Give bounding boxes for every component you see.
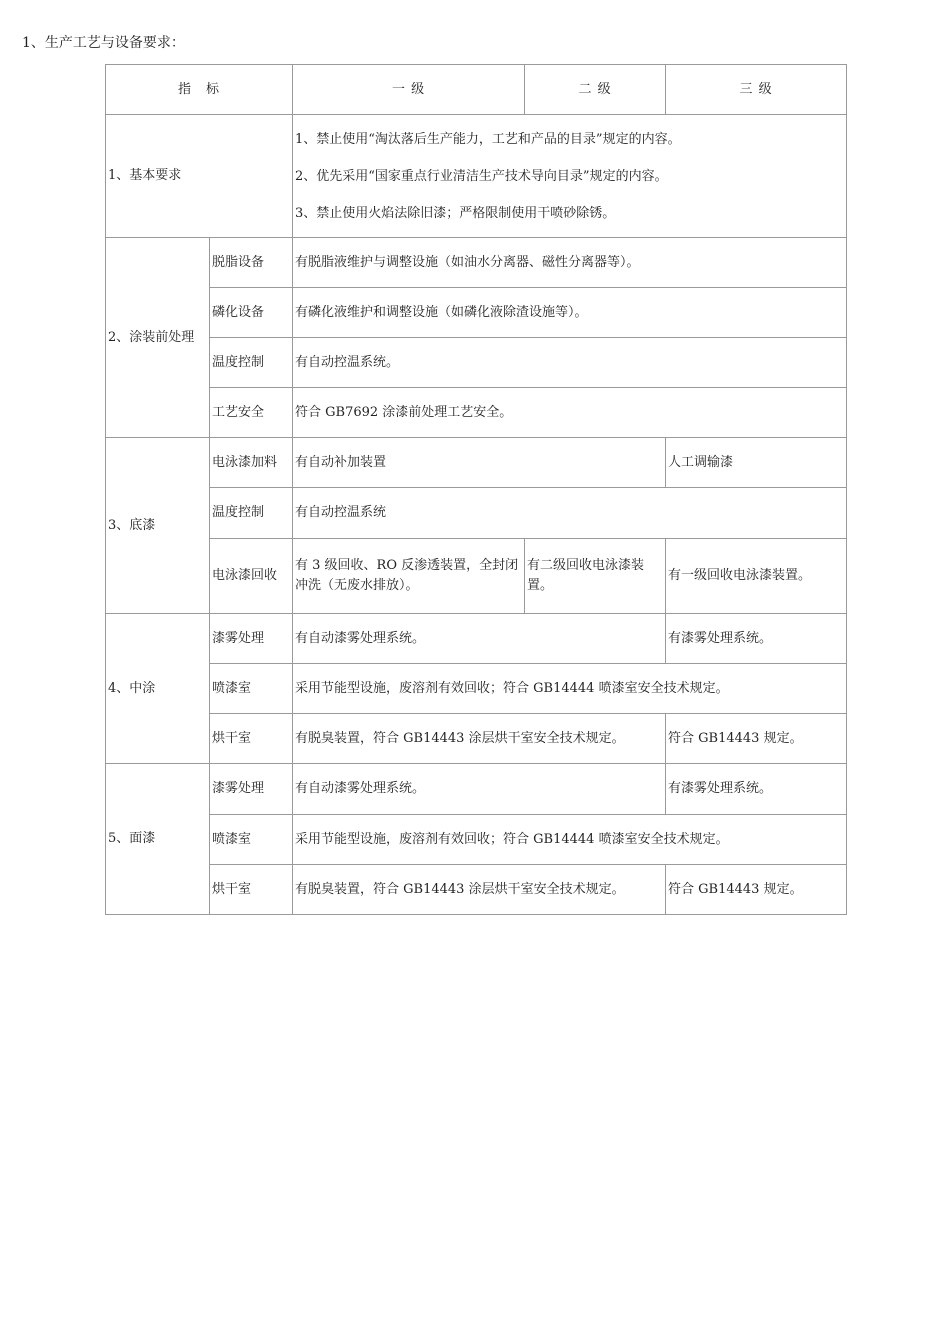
header-indicator: 指 标 — [106, 65, 293, 115]
primer-row — [106, 438, 847, 488]
item-value: 有自动控温系统。 — [293, 338, 847, 388]
item-value-level-3: 符合 GB14443 规定。 — [666, 865, 847, 915]
requirement-line: 1、禁止使用“淘汰落后生产能力，工艺和产品的目录”规定的内容。 — [295, 131, 681, 147]
pretreat-row — [106, 238, 847, 288]
basic-requirements-content — [293, 115, 847, 238]
midcoat-row — [106, 664, 847, 714]
item-value-level-3: 有漆雾处理系统。 — [666, 764, 847, 815]
item-value: 有磷化液维护和调整设施（如磷化液除渣设施等）。 — [293, 288, 847, 338]
primer-row — [106, 539, 847, 614]
item-label: 漆雾处理 — [210, 764, 293, 815]
item-value-level-1-2: 有自动漆雾处理系统。 — [293, 764, 666, 815]
item-value: 有脱脂液维护与调整设施（如油水分离器、磁性分离器等）。 — [293, 238, 847, 288]
section-title: 1、生产工艺与设备要求： — [22, 35, 185, 51]
pretreat-row — [106, 288, 847, 338]
topcoat-label: 5、面漆 — [106, 764, 210, 915]
item-value-level-1-2: 有脱臭装置，符合 GB14443 涂层烘干室安全技术规定。 — [293, 714, 666, 764]
item-value-level-1: 有 3 级回收、RO 反渗透装置，全封闭冲洗（无废水排放）。 — [293, 539, 525, 614]
item-value-level-1-2: 有脱臭装置，符合 GB14443 涂层烘干室安全技术规定。 — [293, 865, 666, 915]
pretreat-row — [106, 338, 847, 388]
item-label: 磷化设备 — [210, 288, 293, 338]
item-value: 采用节能型设施，废溶剂有效回收；符合 GB14444 喷漆室安全技术规定。 — [293, 815, 847, 865]
item-label: 烘干室 — [210, 714, 293, 764]
item-value-level-3: 有漆雾处理系统。 — [666, 614, 847, 664]
item-label: 电泳漆回收 — [210, 539, 293, 614]
item-label: 温度控制 — [210, 488, 293, 539]
topcoat-row — [106, 764, 847, 815]
item-value: 采用节能型设施，废溶剂有效回收；符合 GB14444 喷漆室安全技术规定。 — [293, 664, 847, 714]
item-label: 电泳漆加料 — [210, 438, 293, 488]
item-label: 烘干室 — [210, 865, 293, 915]
item-label: 喷漆室 — [210, 664, 293, 714]
topcoat-row — [106, 815, 847, 865]
requirement-line: 2、优先采用“国家重点行业清洁生产技术导向目录”规定的内容。 — [295, 168, 668, 184]
primer-row — [106, 488, 847, 539]
midcoat-row — [106, 714, 847, 764]
item-label: 喷漆室 — [210, 815, 293, 865]
header-level-2: 二 级 — [525, 65, 666, 115]
item-value: 符合 GB7692 涂漆前处理工艺安全。 — [293, 388, 847, 438]
midcoat-row — [106, 614, 847, 664]
header-level-3: 三 级 — [666, 65, 847, 115]
header-row — [106, 65, 847, 115]
header-level-1: 一 级 — [293, 65, 525, 115]
requirements-table — [105, 64, 847, 915]
item-value-level-3: 有一级回收电泳漆装置。 — [666, 539, 847, 614]
midcoat-label: 4、中涂 — [106, 614, 210, 764]
item-value-level-3: 符合 GB14443 规定。 — [666, 714, 847, 764]
basic-requirements-row — [106, 115, 847, 238]
item-value-level-1-2: 有自动漆雾处理系统。 — [293, 614, 666, 664]
item-value-level-2: 有二级回收电泳漆装置。 — [525, 539, 666, 614]
item-value: 有自动控温系统 — [293, 488, 847, 539]
item-value-level-3: 人工调输漆 — [666, 438, 847, 488]
pretreat-label: 2、涂装前处理 — [106, 238, 210, 438]
pretreat-row — [106, 388, 847, 438]
basic-requirements-label: 1、基本要求 — [106, 115, 293, 238]
requirement-line: 3、禁止使用火焰法除旧漆；严格限制使用干喷砂除锈。 — [295, 205, 616, 221]
primer-label: 3、底漆 — [106, 438, 210, 614]
item-label: 温度控制 — [210, 338, 293, 388]
item-label: 漆雾处理 — [210, 614, 293, 664]
topcoat-row — [106, 865, 847, 915]
item-label: 脱脂设备 — [210, 238, 293, 288]
item-value-level-1-2: 有自动补加装置 — [293, 438, 666, 488]
item-label: 工艺安全 — [210, 388, 293, 438]
